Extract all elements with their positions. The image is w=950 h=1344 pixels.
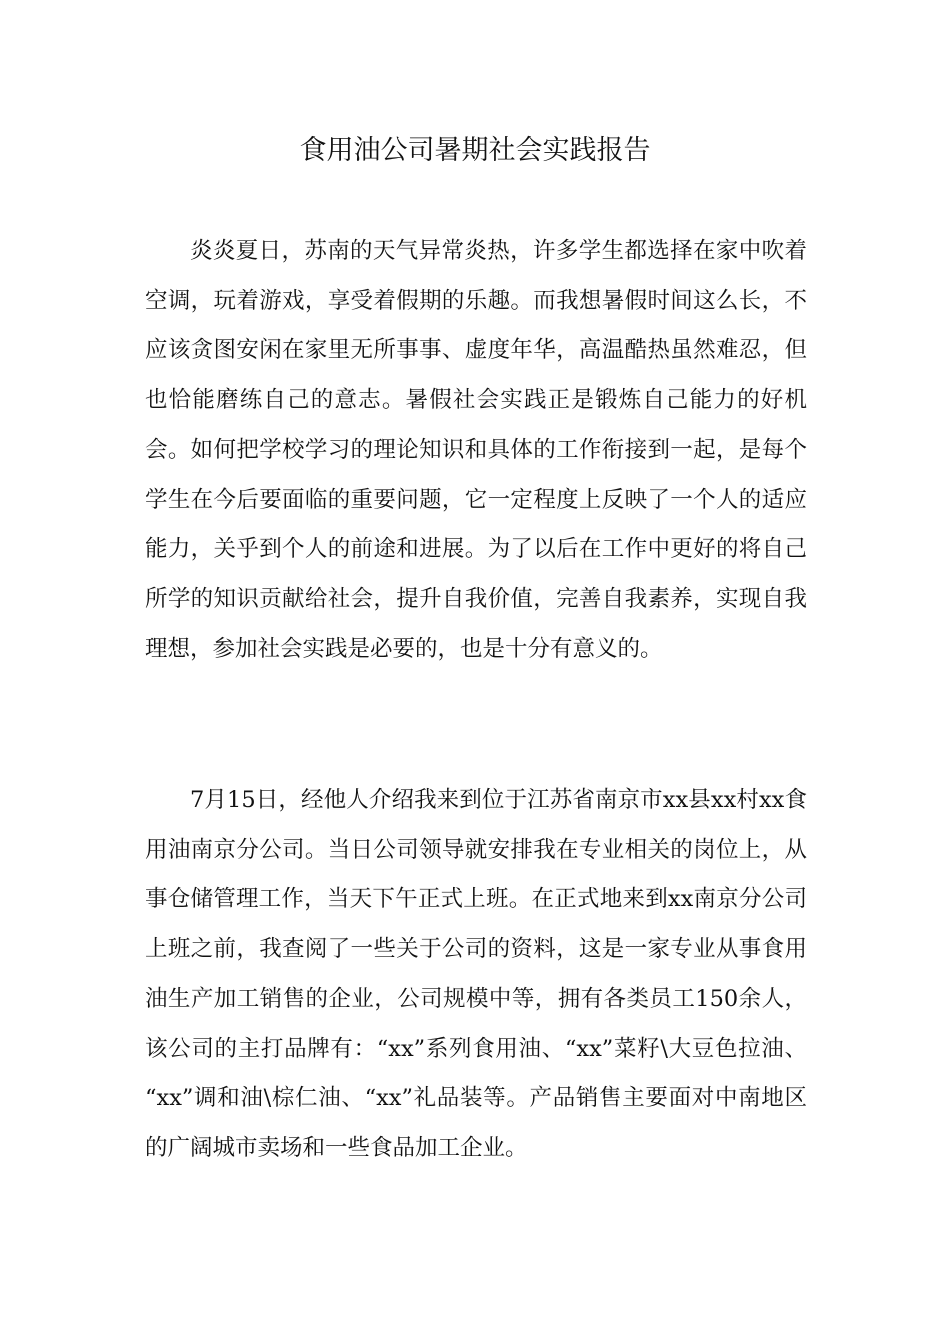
paragraph-company: 7月15日，经他人介绍我来到位于江苏省南京市xx县xx村xx食用油南京分公司。当日公司领导就安排我在专业相关的岗位上，从事仓储管理工作，当天下午正式上班。在正式地来到xx南京分公司上班之前，我查阅了一些关于公司的资料，这是一家专业从事食用油生产加工销售的企业，公司规模中等，拥有各类员工150余人，该公司的主打品牌有：“xx”系列食用油、“xx”菜籽\大豆色拉油、 “xx”调和油\棕仁油、“xx”礼品装等。产品销售主要面对中南地区的广阔城市卖场和一些食品加工企业。 [145, 787, 807, 1161]
document-title: 食用油公司暑期社会实践报告 [299, 135, 651, 166]
paragraph-intro: 炎炎夏日，苏南的天气异常炎热，许多学生都选择在家中吹着空调，玩着游戏，享受着假期的乐趣。而我想暑假时间这么长，不应该贪图安闲在家里无所事事、虚度年华，高温酷热虽然难忍，但也恰能磨练自己的意志。暑假社会实践正是锻炼自己能力的好机会。如何把学校学习的理论知识和具体的工作衔接到一起，是每个学生在今后要面临的重要问题，它一定程度上反映了一个人的适应能力，关乎到个人的前途和进展。为了以后在工作中更好的将自己所学的知识贡献给社会，提升自我价值，完善自我素养，实现自我理想，参加社会实践是必要的，也是十分有意义的。 [145, 238, 807, 662]
